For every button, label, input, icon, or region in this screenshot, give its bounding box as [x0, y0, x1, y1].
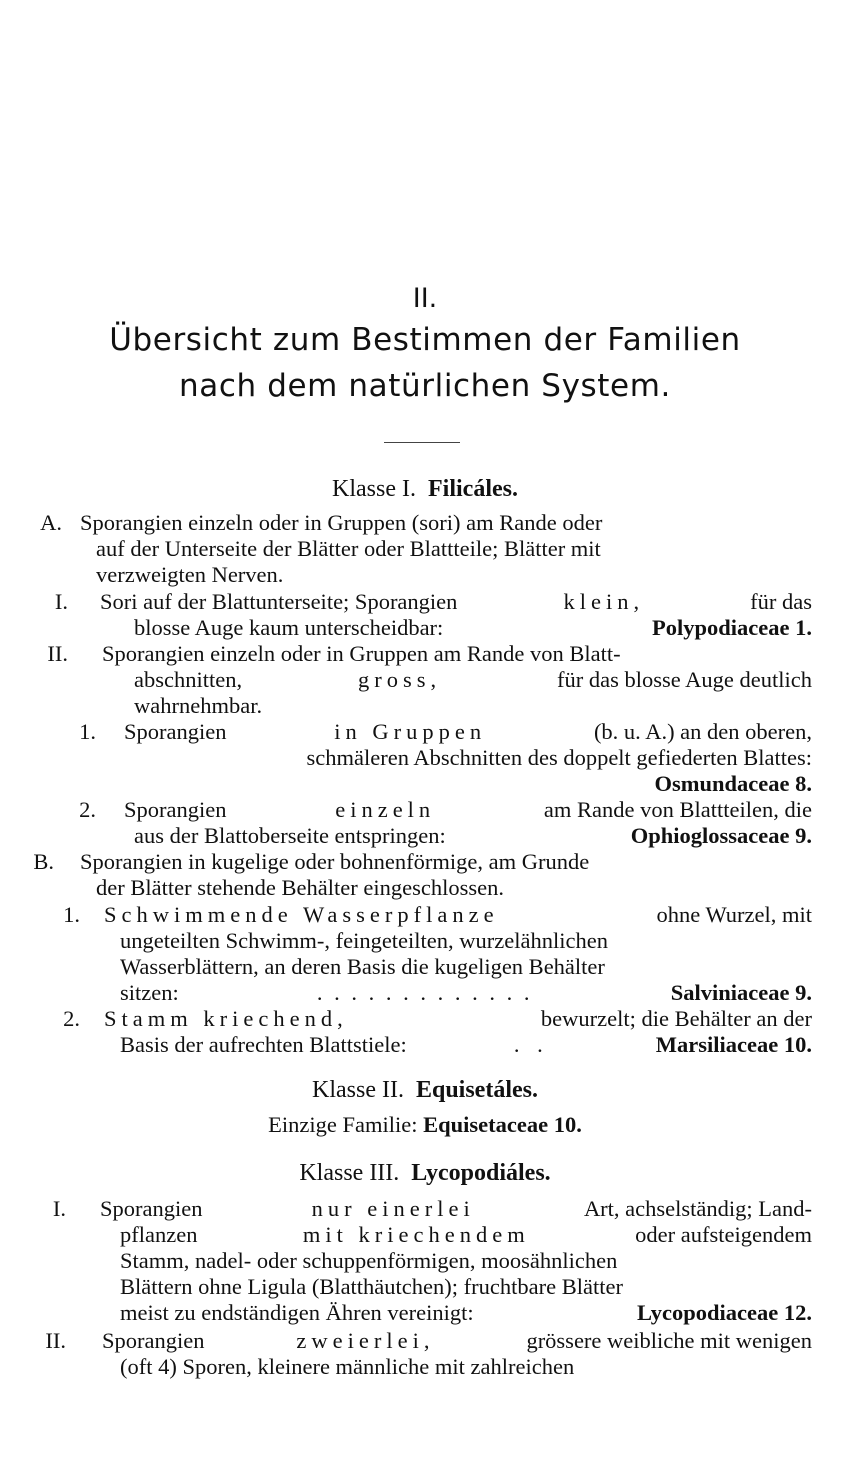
marker-A: A.: [40, 510, 62, 535]
III-I-line2: [120, 1223, 812, 1247]
A-I-line1: [100, 590, 812, 614]
family-polypodiaceae: Polypodiaceae 1.: [652, 615, 812, 640]
B-2-line1-part2: bewurzelt; die Behälter an der: [540, 1006, 812, 1031]
family-lycopodiaceae: Lycopodiaceae 12.: [637, 1300, 812, 1325]
klasse-2-sub-label: Einzige Familie:: [268, 1112, 418, 1137]
B-2-line2: [120, 1033, 812, 1057]
III-I-line1-part3: Art, achselständig; Land-: [583, 1196, 812, 1221]
family-equisetaceae: Equisetaceae 10.: [423, 1112, 582, 1137]
III-II-line1-spaced: zweierlei,: [296, 1328, 435, 1353]
marker-A-II: II.: [47, 641, 68, 666]
III-I-line1-part1: Sporangien: [100, 1196, 203, 1221]
A-II-2-line1-spaced: einzeln: [335, 797, 436, 822]
A-II-1-line1-part3: (b. u. A.) an den oberen,: [593, 719, 812, 744]
B-1-line3: Wasserblättern, an deren Basis die kugeligen Behälter: [120, 954, 605, 979]
III-I-line1: [100, 1197, 812, 1221]
A-line2: auf der Unterseite der Blätter oder Blattteile; Blätter mit: [96, 536, 601, 561]
title-divider: [384, 442, 460, 443]
marker-A-II-1: 1.: [79, 719, 96, 744]
A-II-line3: wahrnehmbar.: [134, 693, 263, 718]
A-II-2-line2-text: aus der Blattoberseite entspringen:: [134, 823, 446, 848]
B-1-leader-dots: . . . . . . . . . . . . .: [316, 980, 533, 1005]
A-II-1-line1-spaced: in Gruppen: [334, 719, 487, 744]
marker-B: B.: [33, 849, 54, 874]
A-II-1-line2: schmäleren Abschnitten des doppelt gefiederten Blattes:: [306, 745, 812, 770]
klasse-3-label: Klasse III.: [299, 1160, 400, 1186]
III-I-line2-spaced: mit kriechendem: [302, 1222, 530, 1247]
A-line3: verzweigten Nerven.: [96, 562, 284, 587]
A-II-1-line1-part1: Sporangien: [124, 719, 227, 744]
III-I-line5-text: meist zu endständigen Ähren vereinigt:: [120, 1300, 474, 1325]
A-II-2-line1-part3: am Rande von Blattteilen, die: [543, 797, 812, 822]
marker-B-2: 2.: [63, 1006, 80, 1031]
family-marsiliaceae: Marsiliaceae 10.: [655, 1032, 812, 1057]
klasse-2-label: Klasse II.: [312, 1077, 404, 1103]
A-II-2-line1: [124, 798, 812, 822]
klasse-2-subline: [0, 1112, 850, 1138]
III-I-line3: Stamm, nadel- oder schuppenförmigen, moosähnlichen: [120, 1248, 618, 1273]
family-ophioglossaceae: Ophioglossaceae 9.: [630, 823, 812, 848]
family-osmundaceae: Osmundaceae 8.: [654, 771, 812, 796]
B-line1: Sporangien in kugelige oder bohnenförmige, am Grunde: [80, 849, 590, 874]
A-I-line1-part1: Sori auf der Blattunterseite; Sporangien: [100, 589, 458, 614]
B-2-line1: [104, 1007, 812, 1031]
III-II-line2: (oft 4) Sporen, kleinere männliche mit zahlreichen: [120, 1354, 575, 1379]
klasse-1-name: Filicáles.: [428, 476, 518, 502]
III-I-line1-spaced: nur einerlei: [311, 1196, 475, 1221]
B-1-line2: ungeteilten Schwimm-, feingeteilten, wurzelähnlichen: [120, 928, 608, 953]
klasse-1-heading: [0, 476, 850, 503]
klasse-2-name: Equisetáles.: [415, 1077, 538, 1103]
III-I-line2-part3: oder aufsteigendem: [635, 1222, 812, 1247]
A-I-line1-spaced: klein,: [563, 589, 645, 614]
B-1-line4-text: sitzen:: [120, 980, 179, 1005]
klasse-1-label: Klasse I.: [332, 476, 416, 502]
marker-B-1: 1.: [63, 902, 80, 927]
page-title-line1: Übersicht zum Bestimmen der Familien: [109, 322, 741, 358]
section-number: II.: [412, 283, 438, 314]
B-2-line2-text: Basis der aufrechten Blattstiele:: [120, 1032, 407, 1057]
III-I-line2-part1: pflanzen: [120, 1222, 198, 1247]
B-1-line1-spaced: Schwimmende Wasserpflanze: [104, 902, 499, 927]
page-title-line2: nach dem natürlichen System.: [179, 368, 671, 404]
A-II-line2-spaced: gross,: [358, 667, 442, 692]
B-1-line1-part2: ohne Wurzel, mit: [656, 902, 812, 927]
A-I-line2-text: blosse Auge kaum unterscheidbar:: [134, 615, 444, 640]
marker-A-I: I.: [54, 589, 68, 614]
marker-III-II: II.: [45, 1328, 66, 1353]
B-2-line1-spaced: Stamm kriechend,: [104, 1006, 348, 1031]
III-I-line5: [120, 1301, 812, 1325]
A-II-line2-part1: abschnitten,: [134, 667, 243, 692]
A-I-line1-part3: für das: [750, 589, 812, 614]
klasse-3-name: Lycopodiáles.: [411, 1160, 551, 1186]
A-I-line2: [134, 616, 812, 640]
marker-A-II-2: 2.: [79, 797, 96, 822]
A-II-2-line2: [134, 824, 812, 848]
III-II-line1-part3: grössere weibliche mit wenigen: [526, 1328, 812, 1353]
klasse-2-heading: [0, 1077, 850, 1104]
marker-III-I: I.: [52, 1196, 66, 1221]
B-2-leader-dots: . .: [513, 1032, 549, 1057]
III-II-line1: [102, 1329, 812, 1353]
B-1-line1: [104, 903, 812, 927]
A-II-line1: Sporangien einzeln oder in Gruppen am Rande von Blatt-: [102, 641, 621, 666]
B-1-line4: [120, 981, 812, 1005]
III-II-line1-part1: Sporangien: [102, 1328, 205, 1353]
III-I-line4: Blättern ohne Ligula (Blatthäutchen); fruchtbare Blätter: [120, 1274, 623, 1299]
A-II-line2-part3: für das blosse Auge deutlich: [557, 667, 812, 692]
family-salviniaceae: Salviniaceae 9.: [670, 980, 812, 1005]
A-line1: Sporangien einzeln oder in Gruppen (sori) am Rande oder: [80, 510, 603, 535]
klasse-3-heading: [0, 1160, 850, 1187]
A-II-1-line1: [124, 720, 812, 744]
A-II-line2: [134, 668, 812, 692]
A-II-2-line1-part1: Sporangien: [124, 797, 227, 822]
B-line2: der Blätter stehende Behälter eingeschlossen.: [96, 875, 504, 900]
